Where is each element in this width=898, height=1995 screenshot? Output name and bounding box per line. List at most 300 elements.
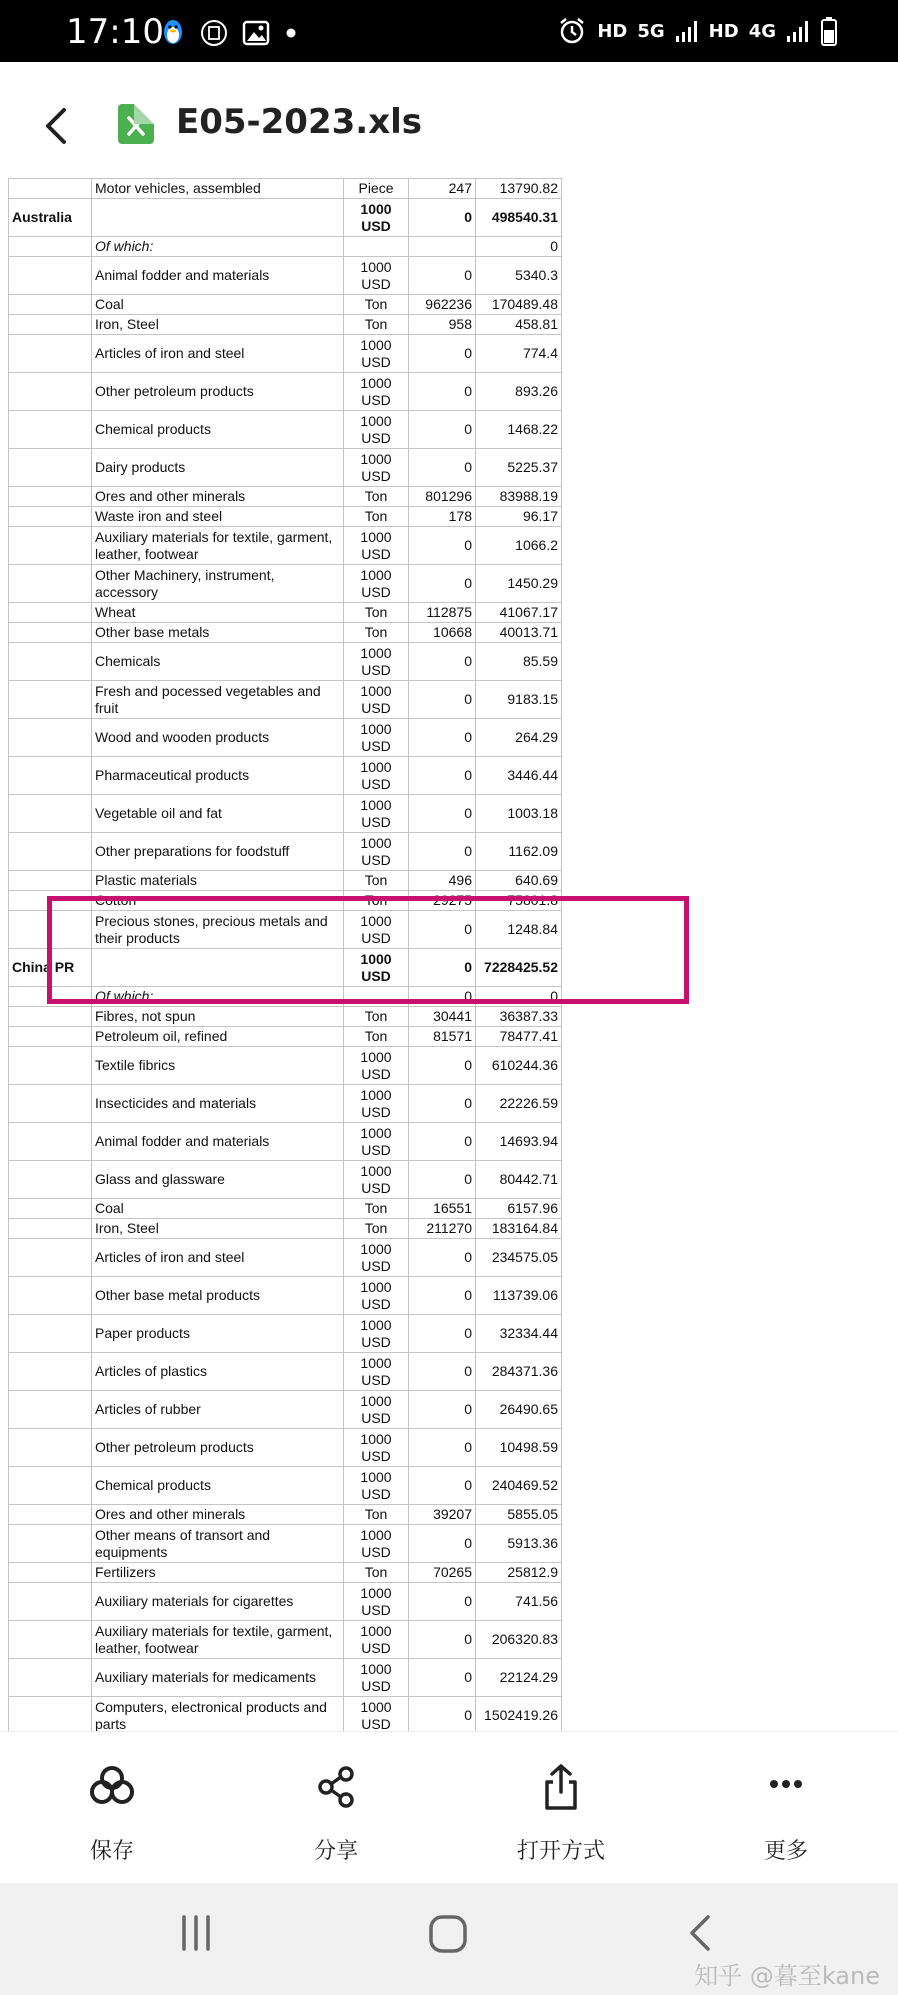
country-cell[interactable]	[9, 1505, 92, 1525]
table-row	[9, 1199, 562, 1219]
quantity-cell[interactable]: 801296	[409, 487, 476, 507]
table-row	[9, 1429, 562, 1467]
home-icon[interactable]	[427, 1913, 469, 1955]
country-cell[interactable]	[9, 1621, 92, 1659]
item-cell[interactable]: Wood and wooden products	[92, 719, 344, 757]
item-cell[interactable]: Cotton	[92, 891, 344, 911]
value-cell[interactable]: 9183.15	[476, 681, 562, 719]
quantity-cell[interactable]: 496	[409, 871, 476, 891]
value-cell[interactable]: 75801.8	[476, 891, 562, 911]
quantity-cell[interactable]: 0	[409, 1429, 476, 1467]
country-cell[interactable]	[9, 487, 92, 507]
item-cell[interactable]: Of which:	[92, 237, 344, 257]
table-row	[9, 643, 562, 681]
country-cell[interactable]	[9, 623, 92, 643]
value-cell[interactable]: 22226.59	[476, 1085, 562, 1123]
item-cell[interactable]: Iron, Steel	[92, 315, 344, 335]
table-row	[9, 1239, 562, 1277]
unit-cell[interactable]: 1000 USD	[344, 1085, 409, 1123]
value-cell[interactable]: 284371.36	[476, 1353, 562, 1391]
value-cell[interactable]: 234575.05	[476, 1239, 562, 1277]
table-row	[9, 1525, 562, 1563]
country-cell[interactable]	[9, 1315, 92, 1353]
country-cell[interactable]	[9, 987, 92, 1007]
value-cell[interactable]: 25812.9	[476, 1563, 562, 1583]
quantity-cell[interactable]: 0	[409, 1277, 476, 1315]
quantity-cell[interactable]: 0	[409, 1047, 476, 1085]
value-cell[interactable]: 774.4	[476, 335, 562, 373]
country-cell[interactable]	[9, 871, 92, 891]
quantity-cell[interactable]: 0	[409, 1697, 476, 1735]
quantity-cell[interactable]: 0	[409, 1525, 476, 1563]
unit-cell[interactable]: 1000 USD	[344, 1621, 409, 1659]
item-cell[interactable]: Dairy products	[92, 449, 344, 487]
country-cell[interactable]	[9, 1239, 92, 1277]
table-row	[9, 757, 562, 795]
country-cell[interactable]	[9, 1391, 92, 1429]
country-cell[interactable]	[9, 1563, 92, 1583]
quantity-cell[interactable]: 0	[409, 795, 476, 833]
file-title: E05-2023.xls	[176, 102, 423, 142]
item-cell[interactable]: Chemical products	[92, 411, 344, 449]
item-cell[interactable]: Waste iron and steel	[92, 507, 344, 527]
item-cell[interactable]: Other base metals	[92, 623, 344, 643]
quantity-cell[interactable]: 0	[409, 1239, 476, 1277]
value-cell[interactable]: 83988.19	[476, 487, 562, 507]
unit-cell[interactable]: 1000 USD	[344, 1277, 409, 1315]
quantity-cell[interactable]: 178	[409, 507, 476, 527]
item-cell[interactable]: Other preparations for foodstuff	[92, 833, 344, 871]
table-row	[9, 449, 562, 487]
item-cell[interactable]: Articles of plastics	[92, 1353, 344, 1391]
table-row	[9, 373, 562, 411]
country-cell[interactable]	[9, 1429, 92, 1467]
unit-cell[interactable]: 1000 USD	[344, 199, 409, 237]
value-cell[interactable]: 1248.84	[476, 911, 562, 949]
country-cell[interactable]	[9, 315, 92, 335]
quantity-cell[interactable]: 16551	[409, 1199, 476, 1219]
unit-cell[interactable]: 1000 USD	[344, 1123, 409, 1161]
item-cell[interactable]: Articles of rubber	[92, 1391, 344, 1429]
unit-cell[interactable]: Ton	[344, 1563, 409, 1583]
watermark: 知乎 @暮至kane	[694, 1962, 880, 1990]
value-cell[interactable]: 741.56	[476, 1583, 562, 1621]
value-cell[interactable]: 36387.33	[476, 1007, 562, 1027]
item-cell[interactable]: Pharmaceutical products	[92, 757, 344, 795]
table-row	[9, 795, 562, 833]
country-cell[interactable]	[9, 527, 92, 565]
country-cell[interactable]	[9, 643, 92, 681]
table-row	[9, 719, 562, 757]
quantity-cell[interactable]: 0	[409, 257, 476, 295]
open-with-button[interactable]	[461, 1732, 661, 1884]
spreadsheet-view[interactable]	[0, 180, 898, 1732]
country-cell[interactable]	[9, 565, 92, 603]
item-cell[interactable]: Motor vehicles, assembled	[92, 179, 344, 199]
save-button[interactable]	[12, 1732, 212, 1884]
quantity-cell[interactable]: 0	[409, 449, 476, 487]
unit-cell[interactable]: Ton	[344, 603, 409, 623]
country-cell[interactable]: Australia	[9, 199, 92, 237]
country-cell[interactable]	[9, 1161, 92, 1199]
item-cell[interactable]: Chemicals	[92, 643, 344, 681]
bottom-action-bar	[0, 1731, 898, 1884]
unit-cell[interactable]: 1000 USD	[344, 565, 409, 603]
item-cell[interactable]: Insecticides and materials	[92, 1085, 344, 1123]
value-cell[interactable]: 5913.36	[476, 1525, 562, 1563]
value-cell[interactable]: 1066.2	[476, 527, 562, 565]
country-cell[interactable]	[9, 911, 92, 949]
save-label: 保存	[89, 1839, 134, 1864]
value-cell[interactable]: 6157.96	[476, 1199, 562, 1219]
country-cell[interactable]	[9, 1199, 92, 1219]
value-cell[interactable]: 78477.41	[476, 1027, 562, 1047]
unit-cell[interactable]: Ton	[344, 1219, 409, 1239]
country-cell[interactable]	[9, 1659, 92, 1697]
table-row	[9, 199, 562, 237]
value-cell[interactable]: 170489.48	[476, 295, 562, 315]
value-cell[interactable]: 610244.36	[476, 1047, 562, 1085]
back-arrow-icon[interactable]	[36, 102, 76, 150]
unit-cell[interactable]: 1000 USD	[344, 911, 409, 949]
country-cell[interactable]	[9, 1277, 92, 1315]
quantity-cell[interactable]: 0	[409, 949, 476, 987]
quantity-cell[interactable]: 0	[409, 833, 476, 871]
country-cell[interactable]	[9, 1085, 92, 1123]
quantity-cell[interactable]: 0	[409, 1315, 476, 1353]
country-cell[interactable]	[9, 1219, 92, 1239]
value-cell[interactable]: 13790.82	[476, 179, 562, 199]
quantity-cell[interactable]: 0	[409, 1467, 476, 1505]
table-row	[9, 257, 562, 295]
item-cell[interactable]: Fibres, not spun	[92, 1007, 344, 1027]
item-cell[interactable]: Wheat	[92, 603, 344, 623]
country-cell[interactable]	[9, 1467, 92, 1505]
country-cell[interactable]	[9, 1027, 92, 1047]
item-cell[interactable]: Glass and glassware	[92, 1161, 344, 1199]
unit-cell[interactable]: Piece	[344, 179, 409, 199]
country-cell[interactable]	[9, 335, 92, 373]
quantity-cell[interactable]: 0	[409, 1621, 476, 1659]
value-cell[interactable]: 240469.52	[476, 1467, 562, 1505]
unit-cell[interactable]: Ton	[344, 1027, 409, 1047]
table-row	[9, 1563, 562, 1583]
quantity-cell[interactable]: 81571	[409, 1027, 476, 1047]
quantity-cell[interactable]: 39207	[409, 1505, 476, 1525]
app-bar	[0, 62, 898, 188]
quantity-cell[interactable]: 0	[409, 373, 476, 411]
country-cell[interactable]	[9, 1583, 92, 1621]
quantity-cell[interactable]: 0	[409, 565, 476, 603]
save-cloud-icon	[82, 1762, 142, 1812]
value-cell[interactable]: 183164.84	[476, 1219, 562, 1239]
quantity-cell[interactable]: 10668	[409, 623, 476, 643]
quantity-cell[interactable]: 112875	[409, 603, 476, 623]
item-cell[interactable]: Computers, electronical products and parts	[92, 1697, 344, 1735]
value-cell[interactable]: 893.26	[476, 373, 562, 411]
quantity-cell[interactable]: 0	[409, 199, 476, 237]
network-5g-label: 5G	[637, 20, 665, 42]
unit-cell[interactable]: Ton	[344, 507, 409, 527]
country-cell[interactable]	[9, 237, 92, 257]
item-cell[interactable]	[92, 199, 344, 237]
unit-cell[interactable]: 1000 USD	[344, 1659, 409, 1697]
share-label: 分享	[313, 1839, 358, 1864]
country-cell[interactable]	[9, 1047, 92, 1085]
unit-cell[interactable]: 1000 USD	[344, 643, 409, 681]
quantity-cell[interactable]: 0	[409, 1391, 476, 1429]
value-cell[interactable]: 14693.94	[476, 1123, 562, 1161]
item-cell[interactable]: Other petroleum products	[92, 373, 344, 411]
quantity-cell[interactable]: 0	[409, 911, 476, 949]
item-cell[interactable]: Articles of iron and steel	[92, 1239, 344, 1277]
value-cell[interactable]: 1450.29	[476, 565, 562, 603]
unit-cell[interactable]: 1000 USD	[344, 1697, 409, 1735]
item-cell[interactable]: Fresh and pocessed vegetables and fruit	[92, 681, 344, 719]
unit-cell[interactable]: 1000 USD	[344, 1353, 409, 1391]
country-cell[interactable]	[9, 507, 92, 527]
unit-cell[interactable]: Ton	[344, 891, 409, 911]
country-cell[interactable]	[9, 411, 92, 449]
more-label: 更多	[763, 1839, 808, 1864]
more-button[interactable]	[686, 1732, 886, 1884]
item-cell[interactable]: Chemical products	[92, 1467, 344, 1505]
item-cell[interactable]: Coal	[92, 295, 344, 315]
table-row	[9, 1583, 562, 1621]
share-icon	[306, 1762, 366, 1812]
item-cell[interactable]: Vegetable oil and fat	[92, 795, 344, 833]
item-cell[interactable]: Precious stones, precious metals and their products	[92, 911, 344, 949]
value-cell[interactable]: 3446.44	[476, 757, 562, 795]
item-cell[interactable]: Auxiliary materials for textile, garment, leather, footwear	[92, 1621, 344, 1659]
table-row	[9, 1391, 562, 1429]
item-cell[interactable]: Textile fibrics	[92, 1047, 344, 1085]
unit-cell[interactable]: 1000 USD	[344, 373, 409, 411]
value-cell[interactable]: 80442.71	[476, 1161, 562, 1199]
status-bar	[0, 0, 898, 62]
table-row	[9, 1353, 562, 1391]
share-button[interactable]	[236, 1732, 436, 1884]
country-cell[interactable]	[9, 833, 92, 871]
quantity-cell[interactable]: 70265	[409, 1563, 476, 1583]
value-cell[interactable]: 1003.18	[476, 795, 562, 833]
quantity-cell[interactable]: 0	[409, 681, 476, 719]
country-cell[interactable]	[9, 1353, 92, 1391]
quantity-cell[interactable]: 958	[409, 315, 476, 335]
unit-cell[interactable]: 1000 USD	[344, 681, 409, 719]
quantity-cell[interactable]: 0	[409, 1123, 476, 1161]
unit-cell[interactable]: 1000 USD	[344, 1047, 409, 1085]
unit-cell[interactable]: Ton	[344, 1505, 409, 1525]
unit-cell[interactable]: 1000 USD	[344, 833, 409, 871]
recent-apps-icon[interactable]	[176, 1913, 216, 1953]
item-cell[interactable]: Auxiliary materials for medicaments	[92, 1659, 344, 1697]
unit-cell[interactable]: 1000 USD	[344, 1429, 409, 1467]
item-cell[interactable]: Animal fodder and materials	[92, 1123, 344, 1161]
quantity-cell[interactable]: 0	[409, 1161, 476, 1199]
item-cell[interactable]: Iron, Steel	[92, 1219, 344, 1239]
value-cell[interactable]: 5340.3	[476, 257, 562, 295]
quantity-cell[interactable]: 0	[409, 335, 476, 373]
item-cell[interactable]: Auxiliary materials for cigarettes	[92, 1583, 344, 1621]
item-cell[interactable]: Articles of iron and steel	[92, 335, 344, 373]
item-cell[interactable]: Plastic materials	[92, 871, 344, 891]
value-cell[interactable]: 1502419.26	[476, 1697, 562, 1735]
country-cell[interactable]	[9, 1697, 92, 1735]
quantity-cell[interactable]	[409, 237, 476, 257]
table-row	[9, 891, 562, 911]
unit-cell[interactable]: Ton	[344, 315, 409, 335]
value-cell[interactable]: 113739.06	[476, 1277, 562, 1315]
unit-cell[interactable]	[344, 237, 409, 257]
value-cell[interactable]: 32334.44	[476, 1315, 562, 1353]
nav-back-icon[interactable]	[682, 1913, 718, 1953]
value-cell[interactable]: 96.17	[476, 507, 562, 527]
country-cell[interactable]	[9, 257, 92, 295]
unit-cell[interactable]: 1000 USD	[344, 795, 409, 833]
item-cell[interactable]: Ores and other minerals	[92, 487, 344, 507]
battery-icon	[820, 16, 838, 46]
value-cell[interactable]: 5855.05	[476, 1505, 562, 1525]
item-cell[interactable]: Animal fodder and materials	[92, 257, 344, 295]
table-row	[9, 1277, 562, 1315]
unit-cell[interactable]: 1000 USD	[344, 1391, 409, 1429]
unit-cell[interactable]: 1000 USD	[344, 1583, 409, 1621]
quantity-cell[interactable]: 0	[409, 1583, 476, 1621]
value-cell[interactable]: 1162.09	[476, 833, 562, 871]
unit-cell[interactable]: 1000 USD	[344, 257, 409, 295]
item-cell[interactable]: Of which:	[92, 987, 344, 1007]
value-cell[interactable]: 498540.31	[476, 199, 562, 237]
quantity-cell[interactable]: 0	[409, 1085, 476, 1123]
quantity-cell[interactable]: 0	[409, 1659, 476, 1697]
table-row	[9, 527, 562, 565]
hd-label-2: HD	[708, 20, 739, 42]
table-row	[9, 833, 562, 871]
value-cell[interactable]: 1468.22	[476, 411, 562, 449]
value-cell[interactable]: 0	[476, 987, 562, 1007]
table-row	[9, 987, 562, 1007]
quantity-cell[interactable]: 0	[409, 411, 476, 449]
value-cell[interactable]: 85.59	[476, 643, 562, 681]
country-cell[interactable]	[9, 449, 92, 487]
value-cell[interactable]: 5225.37	[476, 449, 562, 487]
quantity-cell[interactable]: 0	[409, 527, 476, 565]
quantity-cell[interactable]: 0	[409, 757, 476, 795]
unit-cell[interactable]: 1000 USD	[344, 449, 409, 487]
value-cell[interactable]: 10498.59	[476, 1429, 562, 1467]
signal-icon-2	[786, 19, 810, 43]
quantity-cell[interactable]: 962236	[409, 295, 476, 315]
item-cell[interactable]: Ores and other minerals	[92, 1505, 344, 1525]
country-cell[interactable]	[9, 681, 92, 719]
unit-cell[interactable]: 1000 USD	[344, 1239, 409, 1277]
quantity-cell[interactable]: 0	[409, 643, 476, 681]
country-cell[interactable]	[9, 1007, 92, 1027]
country-cell[interactable]	[9, 795, 92, 833]
item-cell[interactable]: Petroleum oil, refined	[92, 1027, 344, 1047]
value-cell[interactable]: 40013.71	[476, 623, 562, 643]
table-row	[9, 335, 562, 373]
quantity-cell[interactable]: 0	[409, 719, 476, 757]
open-with-label: 打开方式	[516, 1839, 605, 1864]
country-cell[interactable]	[9, 719, 92, 757]
country-cell[interactable]	[9, 179, 92, 199]
item-cell[interactable]: Other Machinery, instrument, accessory	[92, 565, 344, 603]
quantity-cell[interactable]: 0	[409, 1353, 476, 1391]
value-cell[interactable]: 41067.17	[476, 603, 562, 623]
unit-cell[interactable]: 1000 USD	[344, 719, 409, 757]
unit-cell[interactable]: Ton	[344, 623, 409, 643]
unit-cell[interactable]	[344, 987, 409, 1007]
unit-cell[interactable]: Ton	[344, 487, 409, 507]
country-cell[interactable]	[9, 295, 92, 315]
quantity-cell[interactable]: 0	[409, 987, 476, 1007]
item-cell[interactable]: Other means of transort and equipments	[92, 1525, 344, 1563]
unit-cell[interactable]: 1000 USD	[344, 949, 409, 987]
unit-cell[interactable]: Ton	[344, 1007, 409, 1027]
notification-dot-icon	[284, 26, 298, 40]
quantity-cell[interactable]: 211270	[409, 1219, 476, 1239]
item-cell[interactable]: Other petroleum products	[92, 1429, 344, 1467]
item-cell[interactable]: Other base metal products	[92, 1277, 344, 1315]
unit-cell[interactable]: 1000 USD	[344, 335, 409, 373]
country-cell[interactable]	[9, 373, 92, 411]
unit-cell[interactable]: Ton	[344, 295, 409, 315]
country-cell[interactable]	[9, 1123, 92, 1161]
alarm-icon	[557, 16, 587, 46]
quantity-cell[interactable]: 29275	[409, 891, 476, 911]
unit-cell[interactable]: 1000 USD	[344, 1161, 409, 1199]
country-cell[interactable]: China PR	[9, 949, 92, 987]
unit-cell[interactable]: 1000 USD	[344, 757, 409, 795]
unit-cell[interactable]: Ton	[344, 871, 409, 891]
unit-cell[interactable]: Ton	[344, 1199, 409, 1219]
value-cell[interactable]: 264.29	[476, 719, 562, 757]
value-cell[interactable]: 7228425.52	[476, 949, 562, 987]
value-cell[interactable]: 640.69	[476, 871, 562, 891]
value-cell[interactable]: 0	[476, 237, 562, 257]
value-cell[interactable]: 458.81	[476, 315, 562, 335]
table-row	[9, 179, 562, 199]
unit-cell[interactable]: 1000 USD	[344, 1525, 409, 1563]
item-cell[interactable]: Fertilizers	[92, 1563, 344, 1583]
status-time: 17:10	[66, 12, 164, 52]
unit-cell[interactable]: 1000 USD	[344, 1315, 409, 1353]
country-cell[interactable]	[9, 603, 92, 623]
table-row	[9, 1123, 562, 1161]
table-row	[9, 411, 562, 449]
item-cell[interactable]: Coal	[92, 1199, 344, 1219]
quantity-cell[interactable]: 30441	[409, 1007, 476, 1027]
unit-cell[interactable]: 1000 USD	[344, 411, 409, 449]
item-cell[interactable]: Paper products	[92, 1315, 344, 1353]
open-with-icon	[531, 1762, 591, 1812]
country-cell[interactable]	[9, 757, 92, 795]
value-cell[interactable]: 26490.65	[476, 1391, 562, 1429]
table-row	[9, 949, 562, 987]
country-cell[interactable]	[9, 891, 92, 911]
country-cell[interactable]	[9, 1525, 92, 1563]
item-cell[interactable]	[92, 949, 344, 987]
unit-cell[interactable]: 1000 USD	[344, 527, 409, 565]
quantity-cell[interactable]: 247	[409, 179, 476, 199]
value-cell[interactable]: 206320.83	[476, 1621, 562, 1659]
value-cell[interactable]: 22124.29	[476, 1659, 562, 1697]
table-row	[9, 237, 562, 257]
item-cell[interactable]: Auxiliary materials for textile, garment, leather, footwear	[92, 527, 344, 565]
unit-cell[interactable]: 1000 USD	[344, 1467, 409, 1505]
